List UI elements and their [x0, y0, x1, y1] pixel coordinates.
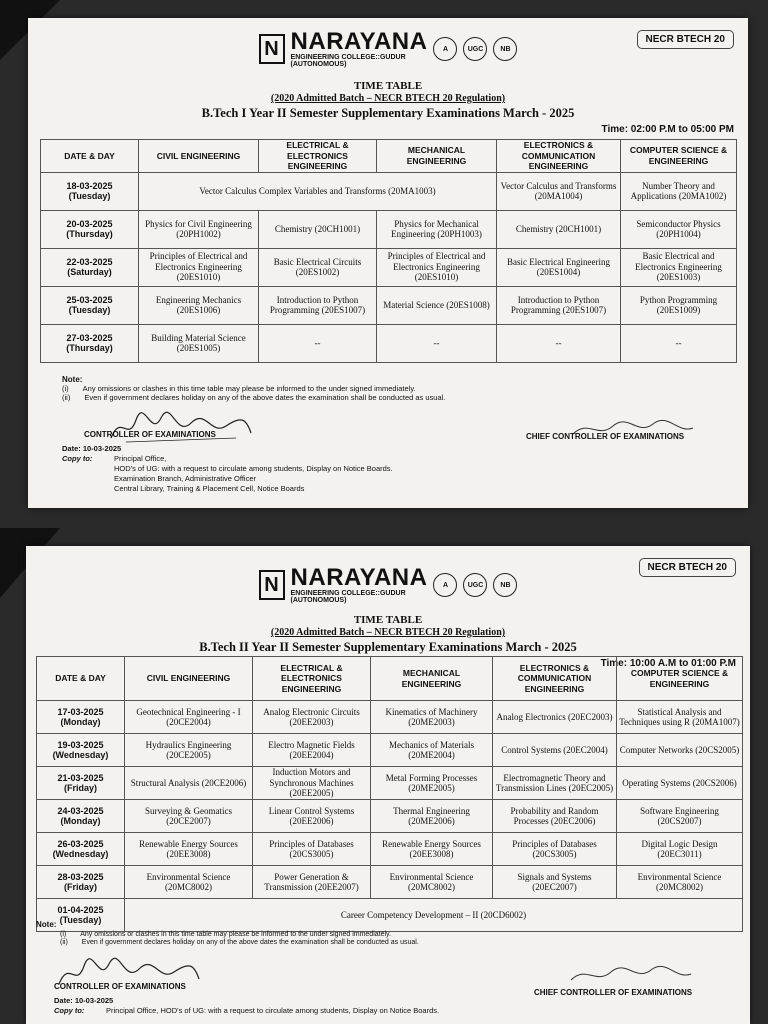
table-row — [41, 248, 737, 286]
subject-cell: Software Engineering (20CS2007) — [617, 800, 743, 833]
exam-day: (Tuesday) — [68, 305, 111, 315]
column-header: MECHANICAL ENGINEERING — [371, 657, 493, 701]
note-item — [62, 393, 722, 402]
exam-day: (Thursday) — [66, 229, 113, 239]
exam-day: (Friday) — [63, 783, 97, 793]
subject-cell: Material Science (20ES1008) — [377, 286, 497, 324]
date-cell — [37, 701, 125, 734]
copy-line — [54, 1006, 744, 1016]
exam-date: 28-03-2025 — [57, 871, 104, 882]
subject-cell: Physics for Civil Engineering (20PH1002) — [139, 210, 259, 248]
date-cell — [41, 324, 139, 362]
copy-line — [62, 484, 722, 494]
exam-day: (Monday) — [60, 816, 101, 826]
date-cell — [37, 866, 125, 899]
subject-cell: -- — [377, 324, 497, 362]
college-autonomous: (AUTONOMOUS) — [290, 597, 347, 604]
note-number: (ii) — [60, 939, 68, 946]
subject-cell: Control Systems (20EC2004) — [493, 734, 617, 767]
nba-seal-icon: NB — [493, 573, 517, 597]
subject-cell: Basic Electrical and Electronics Engineering (20ES1003) — [621, 248, 737, 286]
subject-cell: Analog Electronics (20EC2003) — [493, 701, 617, 734]
subject-cell: Linear Control Systems (20EE2006) — [253, 800, 371, 833]
exam-time: Time: 10:00 A.M to 01:00 P.M — [600, 658, 736, 669]
exam-date: 24-03-2025 — [57, 805, 104, 816]
column-header: DATE & DAY — [37, 657, 125, 701]
table-row — [37, 701, 743, 734]
exam-date: 18-03-2025 — [66, 180, 113, 191]
subject-cell: Physics for Mechanical Engineering (20PH1003) — [377, 210, 497, 248]
college-subtitle: ENGINEERING COLLEGE::GUDUR — [290, 590, 406, 597]
note-text: Even if government declares holiday on any of the above dates the examination shall be conducted as usual. — [84, 393, 446, 402]
note-text: Any omissions or clashes in this time table may please be informed to the under signed immediately. — [80, 930, 391, 938]
copy-recipient: HOD's of UG: with a request to circulate among students, Display on Notice Boards. — [114, 464, 393, 473]
timetable — [40, 139, 737, 363]
subject-cell: Semiconductor Physics (20PH1004) — [621, 210, 737, 248]
subject-cell: Principles of Electrical and Electronics Engineering (20ES1010) — [139, 248, 259, 286]
exam-date: 01-04-2025 — [57, 904, 104, 915]
exam-day: (Monday) — [60, 717, 101, 727]
column-header: CIVIL ENGINEERING — [139, 140, 259, 173]
subject-cell-merged: Vector Calculus Complex Variables and Transforms (20MA1003) — [139, 172, 497, 210]
date-cell — [41, 172, 139, 210]
subject-cell-merged: Career Competency Development – II (20CD6002) — [125, 899, 743, 932]
note-text: Any omissions or clashes in this time table may please be informed to the under signed immediately. — [82, 384, 416, 393]
subject-cell: Structural Analysis (20CE2006) — [125, 767, 253, 800]
subject-cell: Principles of Databases (20CS3005) — [493, 833, 617, 866]
exam-date: 22-03-2025 — [66, 256, 113, 267]
college-logo-icon: N — [259, 34, 285, 64]
subject-cell: Principles of Databases (20CS3005) — [253, 833, 371, 866]
date-cell — [37, 800, 125, 833]
copy-to-label: Copy to: — [54, 1006, 85, 1015]
note-number: (ii) — [62, 393, 71, 402]
copy-line — [62, 474, 722, 484]
college-header — [28, 30, 748, 68]
subject-cell: Basic Electrical Engineering (20ES1004) — [497, 248, 621, 286]
subject-cell: -- — [497, 324, 621, 362]
subject-cell: Electro Magnetic Fields (20EE2004) — [253, 734, 371, 767]
exam-day: (Wednesday) — [52, 750, 109, 760]
note-number: (i) — [62, 384, 69, 393]
issue-date: Date: 10-03-2025 — [54, 996, 114, 1005]
exam-date: 21-03-2025 — [57, 772, 104, 783]
subject-cell: Computer Networks (20CS2005) — [617, 734, 743, 767]
subject-cell: Power Generation & Transmission (20EE2007) — [253, 866, 371, 899]
copy-recipient: Examination Branch, Administrative Officer — [114, 474, 257, 483]
batch-line: (2020 Admitted Batch – NECR BTECH 20 Regulation) — [270, 627, 506, 638]
exam-day: (Tuesday) — [59, 915, 102, 925]
chief-controller-label: CHIEF CONTROLLER OF EXAMINATIONS — [526, 432, 685, 441]
college-autonomous: (AUTONOMOUS) — [290, 61, 347, 68]
page-title: TIME TABLE — [353, 80, 423, 92]
subject-cell: Metal Forming Processes (20ME2005) — [371, 767, 493, 800]
subject-cell: Renewable Energy Sources (20EE3008) — [125, 833, 253, 866]
exam-day: (Thursday) — [66, 343, 113, 353]
subject-cell: Analog Electronic Circuits (20EE2003) — [253, 701, 371, 734]
subject-cell: Digital Logic Design (20EC3011) — [617, 833, 743, 866]
regulation-tag: NECR BTECH 20 — [639, 558, 736, 577]
column-header: CIVIL ENGINEERING — [125, 657, 253, 701]
notes-block: Note: (i) Any omissions or clashes in this time table may please be informed to the under signed immediately. (ii) Even if government declares holiday on any of the above dates the examination shall be conducted as usual. — [36, 921, 736, 948]
column-header: ELECTRICAL & ELECTRONICS ENGINEERING — [259, 140, 377, 173]
exam-day: (Tuesday) — [68, 191, 111, 201]
subject-cell: Induction Motors and Synchronous Machines (20EE2005) — [253, 767, 371, 800]
subject-cell: Mechanics of Materials (20ME2004) — [371, 734, 493, 767]
subject-cell: Environmental Science (20MC8002) — [125, 866, 253, 899]
controller-signature-icon — [106, 408, 256, 448]
exam-date: 20-03-2025 — [66, 218, 113, 229]
subject-cell: Introduction to Python Programming (20ES1007) — [259, 286, 377, 324]
date-cell — [41, 286, 139, 324]
subject-cell: Probability and Random Processes (20EC2006) — [493, 800, 617, 833]
table-header-row — [37, 657, 743, 701]
date-cell — [37, 734, 125, 767]
column-header: ELECTRONICS & COMMUNICATION ENGINEERING — [493, 657, 617, 701]
subject-cell: Vector Calculus and Transforms (20MA1004) — [497, 172, 621, 210]
subject-cell: Building Material Science (20ES1005) — [139, 324, 259, 362]
college-name: NARAYANA — [290, 28, 428, 55]
table-row — [37, 866, 743, 899]
note-item — [60, 939, 736, 948]
exam-day: (Wednesday) — [52, 849, 109, 859]
column-header: MECHANICAL ENGINEERING — [377, 140, 497, 173]
subject-cell: Electromagnetic Theory and Transmission Lines (20EC2005) — [493, 767, 617, 800]
exam-date: 27-03-2025 — [66, 332, 113, 343]
table-row — [41, 324, 737, 362]
table-row — [37, 734, 743, 767]
exam-title: B.Tech II Year II Semester Supplementary Examinations March - 2025 — [199, 640, 577, 654]
college-logo-icon: N — [259, 570, 285, 600]
issue-date: Date: 10-03-2025 — [62, 444, 122, 453]
subject-cell: Environmental Science (20MC8002) — [617, 866, 743, 899]
notes-block: Note: (i) Any omissions or clashes in this time table may please be informed to the under signed immediately. (ii) Even if government declares holiday on any of the above dates the examination shall be conducted as usual. — [62, 375, 722, 402]
table-header-row — [41, 140, 737, 173]
timetable — [36, 656, 743, 932]
controller-label: CONTROLLER OF EXAMINATIONS — [54, 982, 186, 991]
copy-recipient: Principal Office, HOD's of UG: with a request to circulate among students, Display on Notice Boards. — [106, 1006, 440, 1015]
column-header: ELECTRONICS & COMMUNICATION ENGINEERING — [497, 140, 621, 173]
note-item — [62, 384, 722, 393]
note-item — [60, 931, 736, 940]
timetable-sheet-1 — [28, 18, 748, 508]
subject-cell: Thermal Engineering (20ME2006) — [371, 800, 493, 833]
column-header: ELECTRICAL & ELECTRONICS ENGINEERING — [253, 657, 371, 701]
subject-cell: Environmental Science (20MC8002) — [371, 866, 493, 899]
subject-cell: Principles of Electrical and Electronics Engineering (20ES1010) — [377, 248, 497, 286]
copy-recipient: Central Library, Training & Placement Cell, Notice Boards — [114, 484, 305, 493]
subject-cell: -- — [621, 324, 737, 362]
subject-cell: Surveying & Geomatics (20CE2007) — [125, 800, 253, 833]
college-name: NARAYANA — [290, 564, 428, 591]
subject-cell: Operating Systems (20CS2006) — [617, 767, 743, 800]
subject-cell: Basic Electrical Circuits (20ES1002) — [259, 248, 377, 286]
table-row — [37, 833, 743, 866]
subject-cell: Renewable Energy Sources (20EE3008) — [371, 833, 493, 866]
ugc-seal-icon: UGC — [463, 573, 487, 597]
table-row — [37, 800, 743, 833]
column-header: COMPUTER SCIENCE & ENGINEERING — [621, 140, 737, 173]
college-header — [26, 566, 750, 604]
subject-cell: Hydraulics Engineering (20CE2005) — [125, 734, 253, 767]
chief-controller-label: CHIEF CONTROLLER OF EXAMINATIONS — [534, 988, 693, 997]
exam-time: Time: 02:00 P.M to 05:00 PM — [601, 124, 734, 135]
exam-day: (Friday) — [63, 882, 97, 892]
table-row — [37, 767, 743, 800]
subject-cell: Chemistry (20CH1001) — [259, 210, 377, 248]
date-cell — [41, 210, 139, 248]
subject-cell: Number Theory and Applications (20MA1002) — [621, 172, 737, 210]
naac-seal-icon: A — [433, 573, 457, 597]
subject-cell: Statistical Analysis and Techniques using R (20MA1007) — [617, 701, 743, 734]
subject-cell: Engineering Mechanics (20ES1006) — [139, 286, 259, 324]
copy-to-block — [54, 996, 744, 1016]
table-row — [41, 172, 737, 210]
note-number: (i) — [60, 930, 67, 938]
date-cell — [41, 248, 139, 286]
exam-date: 25-03-2025 — [66, 294, 113, 305]
naac-seal-icon: A — [433, 37, 457, 61]
table-row — [41, 210, 737, 248]
table-row — [41, 286, 737, 324]
nba-seal-icon: NB — [493, 37, 517, 61]
controller-label: CONTROLLER OF EXAMINATIONS — [84, 430, 216, 439]
timetable-sheet-2 — [26, 546, 750, 1024]
column-header: DATE & DAY — [41, 140, 139, 173]
subject-cell: Signals and Systems (20EC2007) — [493, 866, 617, 899]
subject-cell: Chemistry (20CH1001) — [497, 210, 621, 248]
subject-cell: Introduction to Python Programming (20ES1007) — [497, 286, 621, 324]
subject-cell: -- — [259, 324, 377, 362]
date-cell — [37, 833, 125, 866]
copy-to-block — [62, 444, 722, 494]
batch-line: (2020 Admitted Batch – NECR BTECH 20 Regulation) — [270, 93, 506, 104]
exam-date: 19-03-2025 — [57, 739, 104, 750]
subject-cell: Kinematics of Machinery (20ME2003) — [371, 701, 493, 734]
exam-date: 26-03-2025 — [57, 838, 104, 849]
college-subtitle: ENGINEERING COLLEGE::GUDUR — [290, 54, 406, 61]
regulation-tag: NECR BTECH 20 — [637, 30, 734, 49]
copy-to-label: Copy to: — [62, 454, 93, 463]
subject-cell: Geotechnical Engineering - I (20CE2004) — [125, 701, 253, 734]
date-cell — [37, 767, 125, 800]
exam-date: 17-03-2025 — [57, 706, 104, 717]
note-text: Even if government declares holiday on any of the above dates the examination shall be conducted as usual. — [81, 939, 419, 946]
page-title: TIME TABLE — [353, 614, 423, 626]
copy-recipient: Principal Office, — [114, 454, 167, 463]
ugc-seal-icon: UGC — [463, 37, 487, 61]
chief-signature-icon — [566, 960, 696, 990]
exam-title: B.Tech I Year II Semester Supplementary Examinations March - 2025 — [201, 106, 575, 120]
column-header: COMPUTER SCIENCE & ENGINEERING — [617, 657, 743, 701]
subject-cell: Python Programming (20ES1009) — [621, 286, 737, 324]
copy-line — [62, 454, 722, 464]
copy-line — [62, 464, 722, 474]
exam-day: (Saturday) — [67, 267, 112, 277]
